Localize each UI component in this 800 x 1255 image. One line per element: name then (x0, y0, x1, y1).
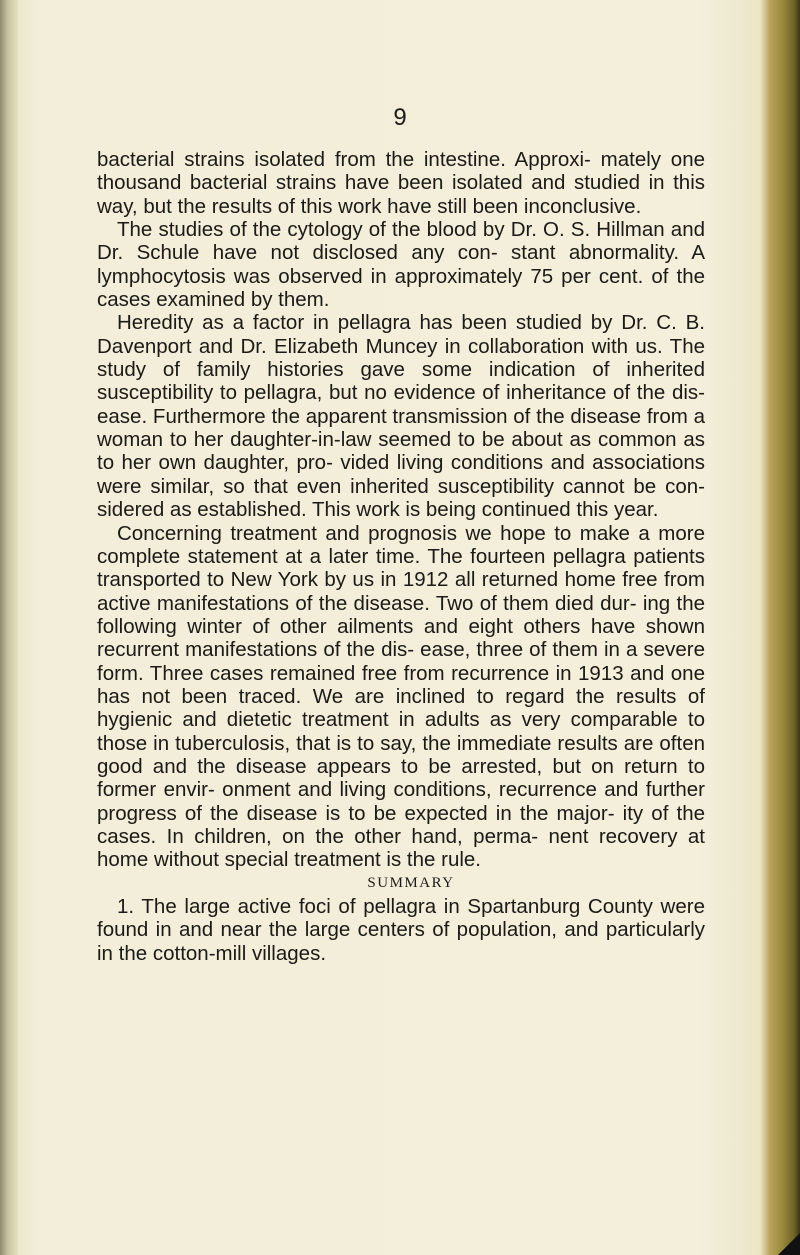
page-left-edge (0, 0, 18, 1255)
paragraph-heredity: Heredity as a factor in pellagra has been studied by Dr. C. B. Davenport and Dr. Elizabeth Muncey in collaboration with us. The study of family histories gave some indication of inherited susceptibility to pellagra, but no evidence of inheritance of the dis- ease. Furthermore the apparent transmission of the disease from a woman to her daughter-in-law seemed to be about as common as to her own daughter, pro- vided living conditions and associations were similar, so that even inherited susceptibility cannot be con- sidered as established. This work is being continued this year. (97, 311, 705, 522)
summary-heading: SUMMARY (367, 874, 455, 891)
paragraph-blood-cytology: The studies of the cytology of the blood by Dr. O. S. Hillman and Dr. Schule have not disclosed any con- stant abnormality. A lymphocytosis was observed in approximately 75 per cent. of the cases examined by them. (97, 218, 705, 312)
summary-item-1: 1. The large active foci of pellagra in Spartanburg County were found in and near the large centers of population, and particularly in the cotton-mill villages. (97, 895, 705, 965)
paragraph-bacterial-strains: bacterial strains isolated from the intestine. Approxi- mately one thousand bacterial strains have been isolated and studied in this way, but the results of this work have still been inconclusive. (97, 148, 705, 218)
corner-mark (778, 1233, 800, 1255)
paragraph-treatment-prognosis: Concerning treatment and prognosis we hope to make a more complete statement at a later time. The fourteen pellagra patients transported to New York by us in 1912 all returned home free from active manifestations of the disease. Two of them died dur- ing the following winter of other ailments and eight others have shown recurrent manifestations of the dis- ease, three of them in a severe form. Three cases remained free from recurrence in 1913 and one has not been traced. We are inclined to regard the results of hygienic and dietetic treatment in adults as very comparable to those in tuberculosis, that is to say, the immediate results are often good and the disease appears to be arrested, but on return to former envir- onment and living conditions, recurrence and further progress of the disease is to be expected in the major- ity of the cases. In children, on the other hand, perma- nent recovery at home without special treatment is the rule. (97, 521, 705, 872)
page-right-edge (760, 0, 800, 1255)
page-number: 9 (393, 104, 407, 131)
body-text (97, 148, 705, 965)
